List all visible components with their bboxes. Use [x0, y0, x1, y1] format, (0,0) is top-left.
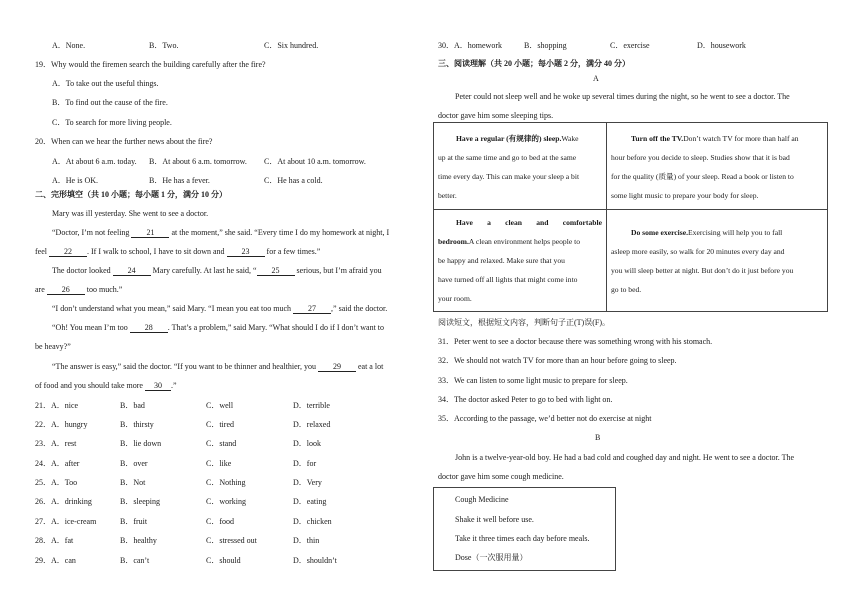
- option: A．He is OK.: [52, 176, 98, 185]
- option: C．He has a cold.: [264, 176, 323, 185]
- option[interactable]: D．look: [293, 439, 321, 448]
- option[interactable]: C．working: [206, 497, 246, 506]
- option: B．He has a fever.: [149, 176, 210, 185]
- tf-item-34: 34．The doctor asked Peter to go to bed with light on.: [438, 395, 613, 404]
- cloze-line-2: feel 22 . If I walk to school, I have to sit down and 23 for a few times.”: [35, 247, 321, 256]
- option[interactable]: C．food: [206, 517, 234, 526]
- tf-item-31: 31．Peter went to see a doctor because there was something wrong with his stomach.: [438, 337, 713, 346]
- tip-do-exercise: Do some exercise.Exercising will help you to fall asleep more easily, so walk for 20 minutes every day and you will sleep better at night. But don’t do it just before you go to bed.: [611, 228, 794, 294]
- option[interactable]: C．well: [206, 401, 234, 410]
- option: A．None.: [52, 41, 86, 50]
- tip-title: Turn off the TV.: [631, 134, 684, 143]
- option[interactable]: D．eating: [293, 497, 327, 506]
- tip-regular-sleep: Have a regular (有规律的) sleep.Wake up at the same time and go to bed at the same time every day. This can make your sleep a bit better.: [438, 134, 580, 200]
- option[interactable]: 23．A．rest: [35, 439, 77, 448]
- cough-medicine-label: [433, 487, 616, 571]
- option[interactable]: B．fruit: [120, 517, 148, 526]
- option[interactable]: C．stand: [206, 439, 237, 448]
- option[interactable]: D．shouldn’t: [293, 556, 337, 565]
- option[interactable]: B．shopping: [524, 41, 567, 50]
- cloze-line-4: are 26 too much.”: [35, 285, 123, 294]
- option[interactable]: B．Not: [120, 478, 146, 487]
- tf-instruction: 阅读短文，根据短文内容，判断句子正(T)误(F)。: [438, 318, 610, 327]
- blank-30[interactable]: 30: [145, 381, 171, 391]
- question-19: 19．Why would the firemen search the building carefully after the fire?: [35, 60, 266, 69]
- passage-a-line-2: doctor gave him some sleeping tips.: [438, 111, 554, 120]
- blank-22[interactable]: 22: [49, 247, 87, 257]
- table-horizontal-divider: [434, 209, 827, 210]
- tf-item-35: 35．According to the passage, we’d better not do exercise at night: [438, 414, 652, 423]
- option: B．At about 6 a.m. tomorrow.: [149, 157, 247, 166]
- blank-24[interactable]: 24: [113, 266, 151, 276]
- tip-turn-off-tv: Turn off the TV.Don’t watch TV for more than half an hour before you decide to sleep. Studies show that it is bad for the quality (质量) of your sleep. Read a book or listen to some light music to prepare your body for sleep.: [611, 134, 799, 200]
- option[interactable]: C．Nothing: [206, 478, 246, 487]
- question-20: 20．When can we hear the further news about the fire?: [35, 137, 213, 146]
- option: A．At about 6 a.m. today.: [52, 157, 137, 166]
- option: A．To take out the useful things.: [52, 79, 159, 88]
- option[interactable]: C．stressed out: [206, 536, 257, 545]
- tip-clean-bedroom: Have a clean and comfortable bedroom.A clean environment helps people to be happy and relaxed. Make sure that you have turned off all lights that might come into your room.: [434, 213, 606, 308]
- option[interactable]: D．thin: [293, 536, 320, 545]
- option[interactable]: 22．A．hungry: [35, 420, 88, 429]
- option[interactable]: C．tired: [206, 420, 234, 429]
- medicine-line: Take it three times each day before meals.: [455, 534, 590, 543]
- medicine-title: Cough Medicine: [455, 495, 509, 504]
- blank-28[interactable]: 28: [130, 323, 168, 333]
- cloze-line-1: “Doctor, I’m not feeling 21 at the moment,” she said. “Every time I do my homework at night, I: [52, 228, 390, 237]
- option[interactable]: D．for: [293, 459, 317, 468]
- option[interactable]: B．thirsty: [120, 420, 154, 429]
- option[interactable]: B．bad: [120, 401, 145, 410]
- cloze-line-3: The doctor looked 24 Mary carefully. At last he said, “ 25 serious, but I’m afraid you: [52, 266, 382, 275]
- option: C．Six hundred.: [264, 41, 319, 50]
- option[interactable]: B．can’t: [120, 556, 150, 565]
- passage-b-line-1: John is a twelve-year-old boy. He had a bad cold and coughed day and night. He went to see a doctor. The: [455, 453, 795, 462]
- passage-b-label: B: [595, 433, 601, 442]
- option[interactable]: B．healthy: [120, 536, 157, 545]
- option: B．To find out the cause of the fire.: [52, 98, 168, 107]
- blank-27[interactable]: 27: [293, 304, 331, 314]
- passage-a-label: A: [593, 74, 599, 83]
- cloze-line-5: “I don’t understand what you mean,” said Mary. “I mean you eat too much 27 ,” said the doctor.: [52, 304, 388, 313]
- option[interactable]: 29．A．can: [35, 556, 76, 565]
- option[interactable]: C．should: [206, 556, 241, 565]
- option[interactable]: 27．A．ice-cream: [35, 517, 97, 526]
- option[interactable]: 24．A．after: [35, 459, 80, 468]
- option[interactable]: 28．A．fat: [35, 536, 74, 545]
- option[interactable]: D．chicken: [293, 517, 332, 526]
- tip-title: Have a clean and comfortable: [456, 218, 602, 227]
- medicine-line: Shake it well before use.: [455, 515, 534, 524]
- cloze-line-9: of food and you should take more 30 .”: [35, 381, 177, 390]
- option[interactable]: 26．A．drinking: [35, 497, 92, 506]
- option[interactable]: B．over: [120, 459, 148, 468]
- option[interactable]: 21．A．nice: [35, 401, 79, 410]
- option[interactable]: D．housework: [697, 41, 746, 50]
- option: C．To search for more living people.: [52, 118, 172, 127]
- option[interactable]: B．sleeping: [120, 497, 160, 506]
- blank-26[interactable]: 26: [47, 285, 85, 295]
- option: C．At about 10 a.m. tomorrow.: [264, 157, 366, 166]
- option[interactable]: D．terrible: [293, 401, 330, 410]
- passage-a-line-1: Peter could not sleep well and he woke up several times during the night, so he went to see a doctor. The: [455, 92, 790, 101]
- passage-b-line-2: doctor gave him some cough medicine.: [438, 472, 564, 481]
- cloze-line-8: “The answer is easy,” said the doctor. “If you want to be thinner and healthier, you 29 eat a lot: [52, 362, 384, 371]
- reading-heading: 三、阅读理解（共 20 小题；每小题 2 分，满分 40 分）: [438, 59, 630, 68]
- option: B．Two.: [149, 41, 179, 50]
- cloze-line-6: “Oh! You mean I’m too 28 . That’s a problem,” said Mary. “What should I do if I don’t want to: [52, 323, 385, 332]
- option[interactable]: 30．A．homework: [438, 41, 502, 50]
- option[interactable]: B．lie down: [120, 439, 162, 448]
- sleeping-tips-table: [433, 122, 828, 312]
- cloze-heading: 二、完形填空（共 10 小题；每小题 1 分，满分 10 分）: [35, 190, 227, 199]
- option[interactable]: D．relaxed: [293, 420, 331, 429]
- tip-title: Do some exercise.: [631, 228, 689, 237]
- option[interactable]: 25．A．Too: [35, 478, 78, 487]
- blank-25[interactable]: 25: [257, 266, 295, 276]
- tf-item-33: 33．We can listen to some light music to prepare for sleep.: [438, 376, 628, 385]
- cloze-line-7: be heavy?”: [35, 342, 71, 351]
- tip-title: Have a regular (有规律的) sleep.: [456, 134, 562, 143]
- option[interactable]: C．like: [206, 459, 232, 468]
- tf-item-32: 32．We should not watch TV for more than an hour before going to sleep.: [438, 356, 677, 365]
- option[interactable]: D．Very: [293, 478, 322, 487]
- medicine-line: Dose（一次服用量）: [455, 553, 528, 562]
- option[interactable]: C．exercise: [610, 41, 650, 50]
- blank-21[interactable]: 21: [131, 228, 169, 238]
- cloze-intro: Mary was ill yesterday. She went to see a doctor.: [52, 209, 209, 218]
- blank-23[interactable]: 23: [227, 247, 265, 257]
- blank-29[interactable]: 29: [318, 362, 356, 372]
